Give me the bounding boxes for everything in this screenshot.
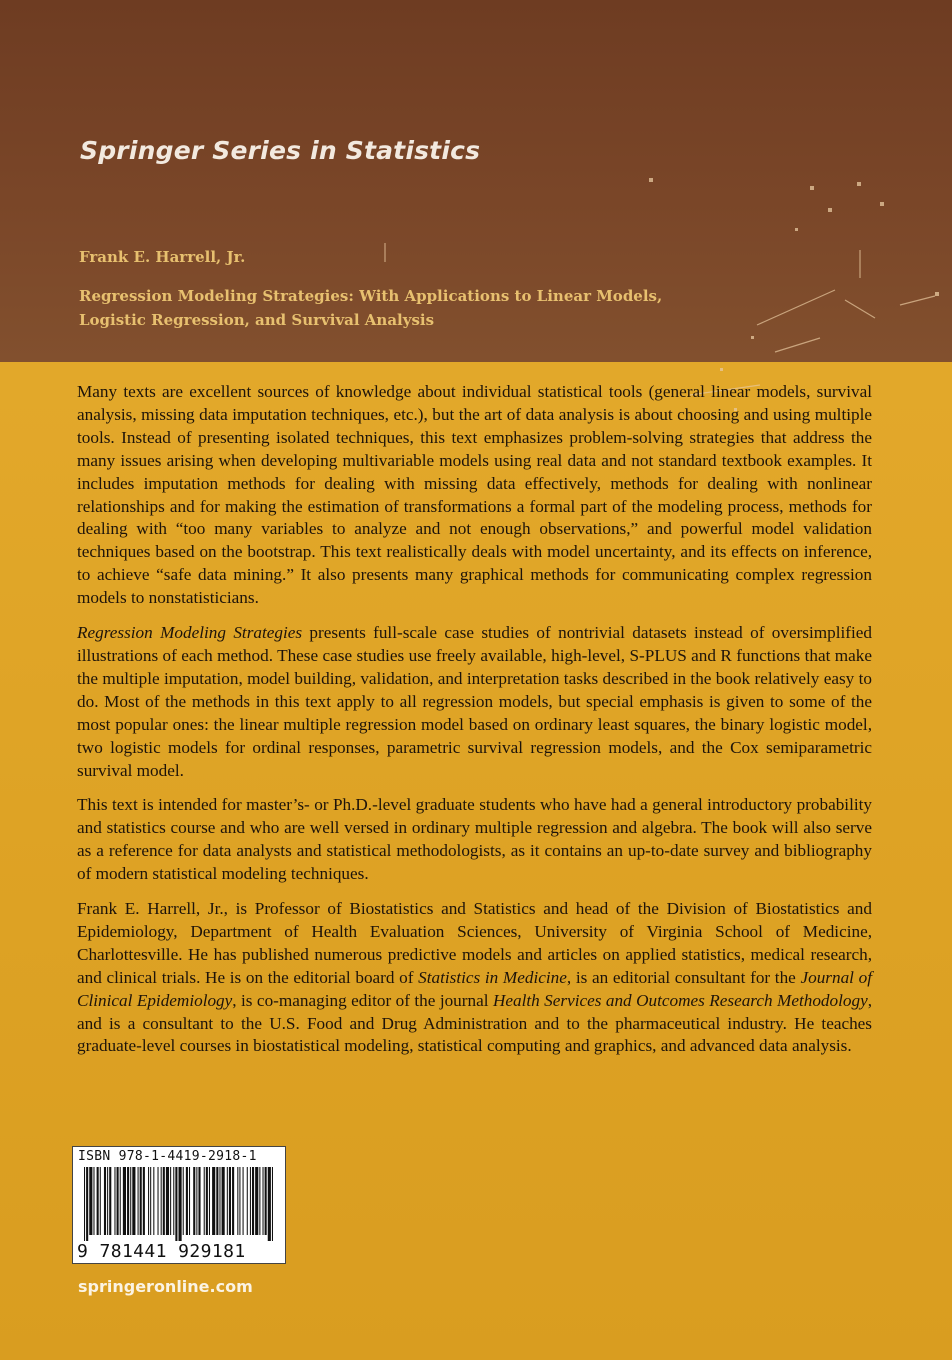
paragraph-author-bio — [77, 898, 872, 1058]
bio-part-d: , and is a consultant to the U.S. Food and Drug Administration and to the pharmaceutical industry. He teaches graduate-level courses in biostatistical modeling, statistical computing and graphics, and advanced data analysis. — [77, 990, 872, 1056]
isbn-label: ISBN 978-1-4419-2918-1 — [78, 1149, 257, 1164]
series-title: Springer Series in Statistics — [80, 136, 481, 165]
bio-part-c: , is co-managing editor of the journal — [232, 990, 493, 1010]
bio-part-b: , is an editorial consultant for the — [566, 967, 801, 987]
barcode-panel — [72, 1146, 286, 1264]
journal-clinical-epidemiology: Journal of Clinical Epidemiology — [77, 967, 872, 1010]
barcode-digits: 9 781441 929181 — [77, 1241, 246, 1262]
journal-statistics-in-medicine: Statistics in Medicine — [418, 967, 567, 987]
barcode-icon — [76, 1167, 281, 1241]
author-name: Frank E. Harrell, Jr. — [79, 248, 246, 266]
book-title — [79, 284, 719, 332]
paragraph-audience: This text is intended for master’s- or Ph.D.-level graduate students who have had a general introductory probability and statistics course and who are well versed in ordinary multiple regression and algebra. The book will also serve as a reference for data analysts and statistical methodologists, as it contains an up-to-date survey and bibliography of modern statistical modeling techniques. — [77, 795, 872, 884]
website-link[interactable]: springeronline.com — [78, 1277, 253, 1296]
paragraph-case-studies — [77, 622, 872, 782]
book-title-italic: Regression Modeling Strategies — [77, 623, 303, 643]
book-title-line-1: Regression Modeling Strategies: With Applications to Linear Models, — [79, 287, 663, 305]
description — [77, 381, 872, 1070]
paragraph-overview: Many texts are excellent sources of knowledge about individual statistical tools (general linear models, survival analysis, missing data imputation techniques, etc.), but the art of data analysis is about choosing and using multiple tools. Instead of presenting isolated techniques, this text emphasizes problem-solving strategies that address the many issues arising when developing multivariable models using real data and not standard textbook examples. It includes imputation methods for dealing with missing data effectively, methods for dealing with nonlinear relationships and for making the estimation of transformations a formal part of the modeling process, methods for dealing with “too many variables to analyze and not enough observations,” and powerful model validation techniques based on the bootstrap. This text realistically deals with model uncertainty, and its effects on inference, to achieve “safe data mining.” It also presents many graphical methods for communicating complex regression models to nonstatisticians. — [77, 382, 872, 608]
bio-part-a: Frank E. Harrell, Jr., is Professor of Biostatistics and Statistics and head of the Division of Biostatistics and Epidemiology, Department of Health Evaluation Sciences, University of Virginia School of Medicine, Charlottesville. He has published numerous predictive models and articles on applied statistics, medical research, and clinical trials. He is on the editorial board of — [77, 899, 872, 987]
paragraph-case-studies-text: presents full-scale case studies of nontrivial datasets instead of oversimplified illustrations of each method. These case studies use freely available, high-level, S-PLUS and R functions that make the multiple imputation, model building, validation, and interpretation tasks described in the book relatively easy to do. Most of the methods in this text apply to all regression models, but special emphasis is given to some of the most popular ones: the linear multiple regression model based on ordinary least squares, the binary logistic model, two logistic models for ordinal responses, parametric survival regression models, and the Cox semiparametric survival model. — [77, 623, 873, 780]
book-title-line-2: Logistic Regression, and Survival Analysis — [79, 311, 435, 329]
journal-health-services: Health Services and Outcomes Research Methodology — [492, 990, 868, 1010]
